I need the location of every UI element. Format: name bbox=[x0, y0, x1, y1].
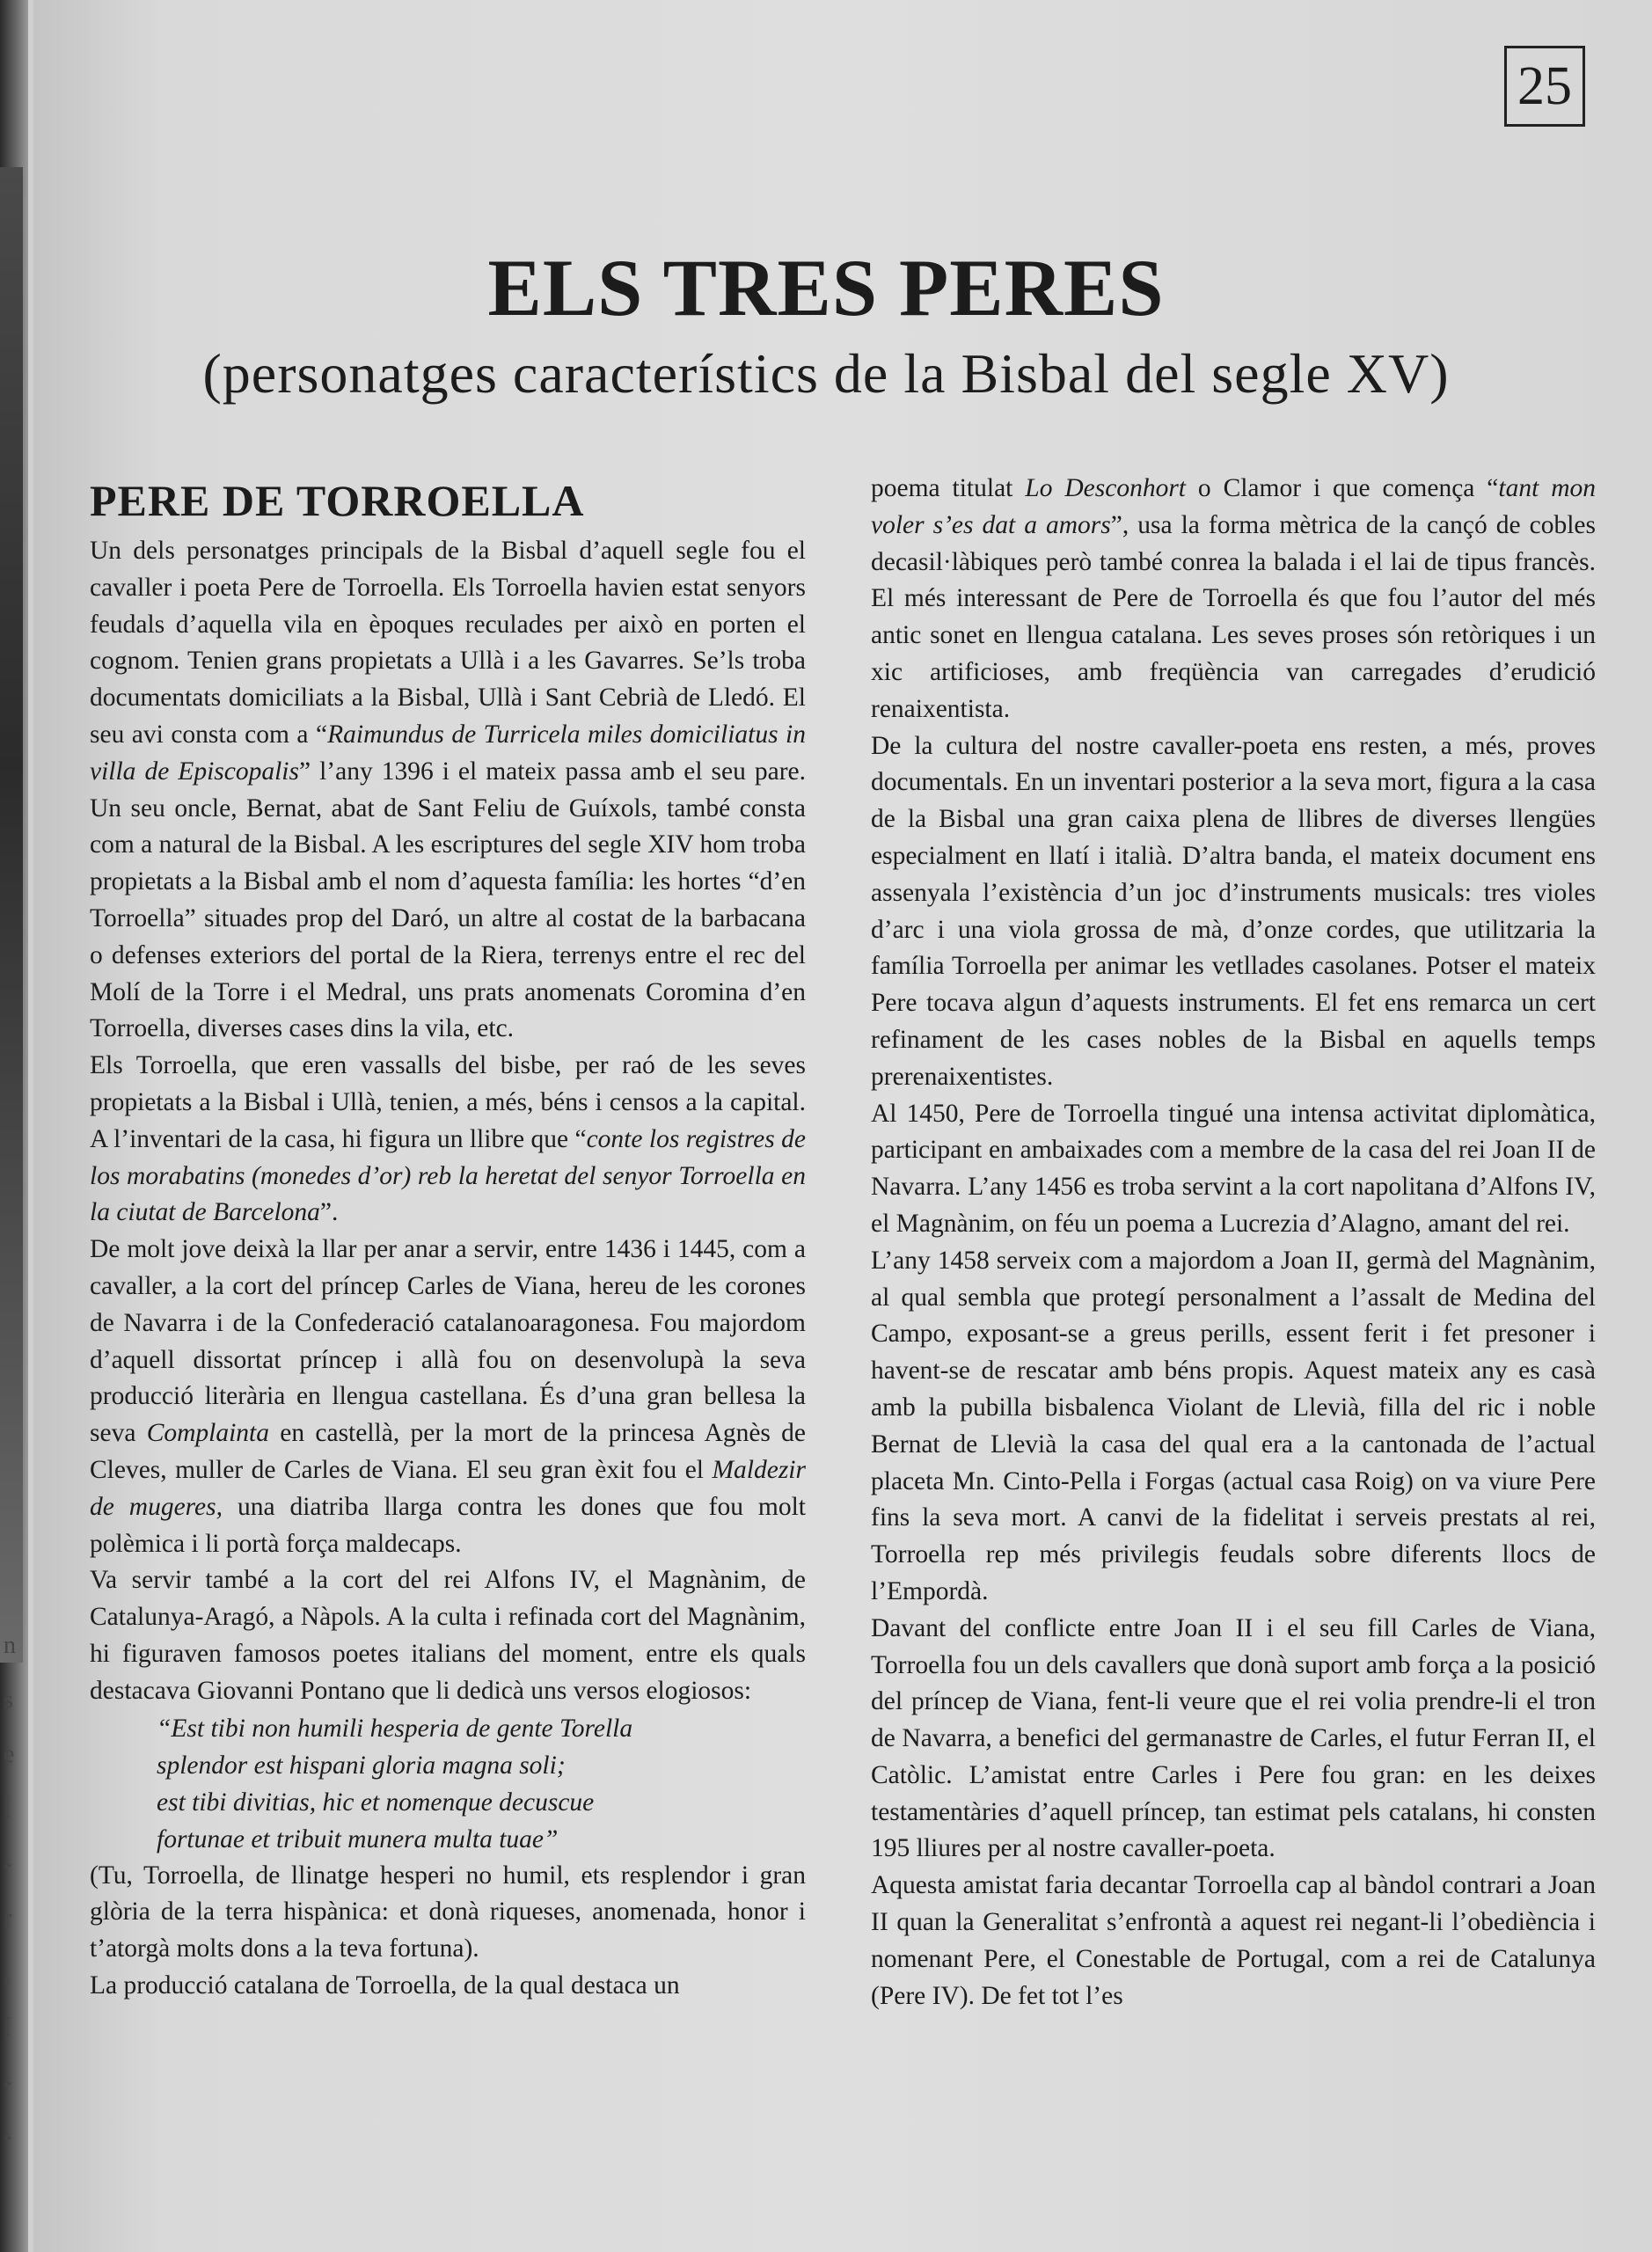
paragraph: Va servir també a la cort del rei Alfons IV, el Magnànim, de Catalunya-Aragó, a Nàpols. A la culta i refinada cort del Magnànim, hi figuraven famosos poetes italians del moment, entre els quals destacava Giovanni Pontano que li dedicà uns versos elogiosos: bbox=[90, 1566, 806, 1705]
left-column bbox=[90, 476, 807, 2005]
work-title: Maldezir de mugeres, bbox=[90, 1455, 806, 1521]
margin-letter: e bbox=[4, 1741, 15, 1768]
page-title: ELS TRES PERES bbox=[487, 243, 1165, 333]
verse-line: fortunae et tribuit munera multa tuae” bbox=[157, 1824, 559, 1854]
text-run: en castellà, per la mort de la princesa Agnès de Cleves, muller de Carles de Viana. El seu gran èxit fou el bbox=[90, 1419, 806, 1484]
text-run: una diatriba llarga contra les dones que fou molt polèmica i li portà força maldecaps. bbox=[90, 1492, 807, 1558]
text-run: o Clamor i que comença “ bbox=[1186, 474, 1499, 502]
text-run: poema titulat bbox=[871, 474, 1026, 502]
verse-line: est tibi divitias, hic et nomenque decuscue bbox=[157, 1788, 595, 1817]
paragraph: Davant del conflicte entre Joan II i el seu fill Carles de Viana, Torroella fou un dels cavallers que donà suport amb força a la posició del príncep de Viana, fent-li veure que el rei volia prendre-li el tron de Navarra, a benefici del germanastre de Carles, el futur Ferran II, el Catòlic. L’amistat entre Carles i Pere fou gran: en les deixes testamentàries d’aquell príncep, tan estimat pels catalans, hi consten 195 lliures per al nostre cavaller-poeta. bbox=[871, 1613, 1596, 1863]
verse-line: splendor est hispani gloria magna soli; bbox=[157, 1751, 566, 1780]
right-column bbox=[871, 471, 1596, 2014]
margin-letter: r bbox=[4, 1905, 12, 1932]
text-run: ”. bbox=[319, 1198, 339, 1227]
verse-line: “Est tibi non humili hesperia de gente Torella bbox=[157, 1714, 633, 1743]
paragraph bbox=[90, 1232, 806, 1562]
margin-letter: í bbox=[4, 2014, 11, 2041]
text-run: ”, usa la forma mètrica de la cançó de cobles decasil·làbiques però també conrea la balada i el lai de tipus francès. El més interessant de Pere de Torroella és que fou l’autor del més antic sonet en llengua catalana. Les seves proses són retòriques i un xic artificioses, amb freqüència van carregades d’erudició renaixentista. bbox=[871, 510, 1596, 723]
paragraph: (Tu, Torroella, de llinatge hesperi no humil, ets resplendor i gran glòria de la terra hispànica: et donà riqueses, anomenada, honor i t’atorgà molts dons a la teva fortuna). bbox=[90, 1861, 806, 1963]
page-number: 25 bbox=[1504, 46, 1585, 127]
margin-letter: , bbox=[4, 1959, 10, 1986]
text-run: ” l’any 1396 i el mateix passa amb el seu pare. Un seu oncle, Bernat, abat de Sant Feliu de Guíxols, també consta com a natural de la Bisbal. A les escriptures del segle XIV hom troba propietats a la Bisbal amb el nom d’aquesta família: les hortes “d’en Torroella” situades prop del Daró, un altre al costat de la barbacana o defenses exteriors del portal de la Riera, terrenys entre el rec del Molí de la Torre i el Medral, uns prats anomenats Coromina d’en Torroella, diverses cases dins la vila, etc. bbox=[90, 757, 807, 1043]
paragraph: La producció catalana de Torroella, de la qual destaca un bbox=[90, 1970, 680, 2000]
paragraph bbox=[90, 1048, 806, 1232]
margin-letter: l bbox=[4, 1795, 11, 1823]
latin-verse bbox=[90, 1710, 806, 1858]
margin-letter: - bbox=[4, 2068, 12, 2095]
adjacent-page-edge bbox=[0, 0, 28, 2252]
latin-quote: Raimundus de Turricela miles domiciliatus in villa de Episcopalis bbox=[90, 720, 806, 786]
quote: conte los registres de los morabatins (monedes d’or) reb la heretat del senyor Torroella en la ciutat de Barcelona bbox=[90, 1124, 806, 1227]
paragraph: De la cultura del nostre cavaller-poeta ens resten, a més, proves documentals. En un inventari posterior a la seva mort, figura a la casa de la Bisbal una gran caixa plena de llibres de diverses llengües especialment en llatí i italià. D’altra banda, el mateix document ens assenyala l’existència d’un joc d’instruments musicals: tres violes d’arc i una viola grossa de mà, d’onze cordes, que utilitzaria la família Torroella per animar les vetllades casolanes. Potser el mateix Pere tocava algun d’aquests instruments. El fet ens remarca un cert refinament de les cases nobles de la Bisbal en aquells temps prerenaixentistes. bbox=[871, 731, 1596, 1091]
text-run: Un dels personatges principals de la Bisbal d’aquell segle fou el cavaller i poeta Pere de Torroella. Els Torroella havien estat senyors feudals d’aquella vila en èpoques reculades per això en porten el cognom. Tenien grans propietats a Ullà i a les Gavarres. Se’ls troba documentats domiciliats a la Bisbal, Ullà i Sant Cebrià de Lledó. El seu avi consta com a “ bbox=[90, 537, 806, 749]
paragraph: L’any 1458 serveix com a majordom a Joan II, germà del Magnànim, al qual sembla que protegí personalment a l’assalt de Medina del Campo, exposant-se a greus perills, essent ferit i fet presoner i havent-se de rescatar amb béns propis. Aquest mateix any es casà amb la pubilla bisbalenca Violant de Llevià, filla del ric i noble Bernat de Llevià la casa del qual era a la cantonada de l’actual placeta Mn. Cinto-Pella i Forgas (actual casa Roig) on va viure Pere fins la seva mort. A canvi de la fidelitat i serveis prestats al rei, Torroella rep més privilegis feudals sobre diferents llocs de l’Empordà. bbox=[871, 1246, 1596, 1605]
section-heading: PERE DE TORROELLA bbox=[90, 476, 585, 525]
paragraph bbox=[90, 533, 806, 1048]
text-run: De molt jove deixà la llar per anar a servir, entre 1436 i 1445, com a cavaller, a la cort del príncep Carles de Viana, hereu de les corones de Navarra i de la Confederació catalanoaragonesa. Fou majordom d’aquell dissortat príncep i allà fou on desenvolupà la seva producció literària en llengua castellana. És d’una gran bellesa la seva bbox=[90, 1235, 806, 1448]
paragraph: Aquesta amistat faria decantar Torroella cap al bàndol contrari a Joan II quan la Generalitat s’enfrontà a aquest rei negant-li l’obediència i nomenant Pere, el Conestable de Portugal, com a rei de Catalunya (Pere IV). De fet tot l’es bbox=[871, 1871, 1596, 2010]
margin-letter: - bbox=[4, 2123, 12, 2150]
paragraph: Al 1450, Pere de Torroella tingué una intensa activitat diplomàtica, participant en ambaixades com a membre de la casa del rei Joan II de Navarra. L’any 1456 es troba servint a la cort napolitana d’Alfons IV, el Magnànim, on féu un poema a Lucrezia d’Alagno, amant del rei. bbox=[871, 1099, 1596, 1238]
page-subtitle: (personatges característics de la Bisbal del segle XV) bbox=[202, 342, 1450, 405]
text-run: Els Torroella, que eren vassalls del bisbe, per raó de les seves propietats a la Bisbal i Ullà, tenien, a més, béns i censos a la capital. A l’inventari de la casa, hi figura un llibre que “ bbox=[90, 1051, 806, 1153]
paragraph bbox=[871, 471, 1596, 728]
margin-letter: n bbox=[4, 1632, 16, 1659]
work-title: Complainta bbox=[146, 1419, 270, 1448]
margin-letter: - bbox=[4, 1850, 12, 1877]
quote: tant mon voler s’es dat a amors bbox=[871, 474, 1596, 539]
margin-letter: s bbox=[4, 1686, 13, 1714]
work-title: Lo Desconhort bbox=[1025, 474, 1186, 502]
adjacent-page-margin-letters bbox=[4, 1619, 25, 2164]
